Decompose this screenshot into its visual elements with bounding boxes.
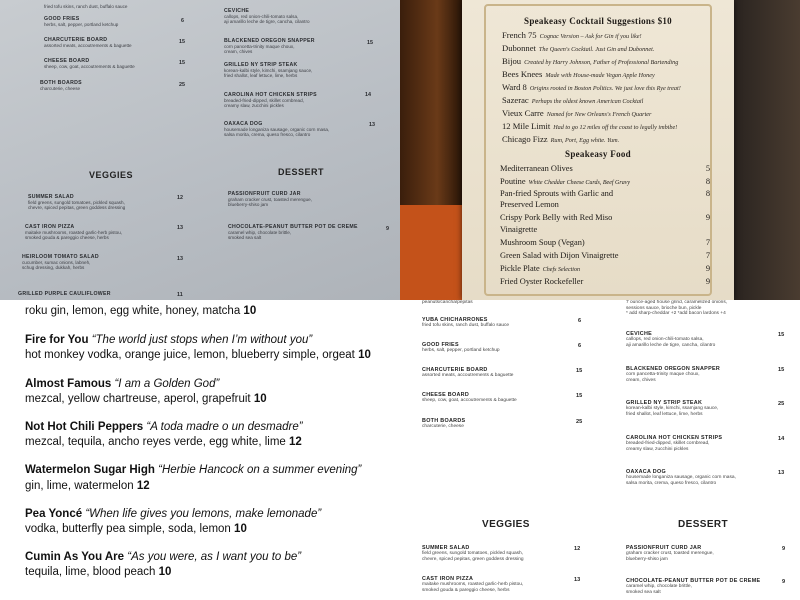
menu-item-price: 6 — [181, 18, 184, 24]
menu-item-title: GOOD FRIES — [44, 16, 80, 22]
menu-item-desc: corn pancetta-trinity maque choux, cream, chives — [224, 44, 295, 55]
food-item — [500, 213, 710, 222]
menu-item — [228, 191, 312, 208]
menu-item-desc: maitake mushrooms, roasted garlic-herb pistou, smoked gouda & pareggio cheese, herbs — [422, 582, 524, 593]
cocktail-note: Named for New Orleans's French Quarter — [546, 111, 652, 118]
menu-item-price: 12 — [177, 195, 183, 201]
menu-item — [25, 224, 122, 241]
cocktail-item — [502, 30, 642, 40]
menu-item — [422, 576, 523, 593]
cocktail-item — [502, 95, 643, 105]
ingredients-text: vodka, butterfly pea simple, soda, lemon — [25, 523, 231, 535]
menu-item — [626, 469, 736, 486]
menu-item-title: GRILLED NY STRIP STEAK — [224, 62, 298, 68]
menu-item — [40, 80, 82, 91]
cocktail-item — [502, 56, 678, 66]
cocktail-header — [25, 551, 301, 563]
menu-item-desc: herbs, salt, pepper, portland ketchup — [422, 348, 500, 353]
menu-item-desc: sheep, cow, goat, accoutrements & baguette — [44, 64, 135, 69]
cocktail-quote: “When life gives you lemons, make lemonade” — [85, 508, 322, 520]
food-name: Preserved Lemon — [500, 200, 559, 209]
ingredients-text: mezcal, yellow chartreuse, aperol, grapefruit — [25, 393, 251, 405]
menu-item — [44, 37, 132, 48]
menu-item — [422, 418, 465, 430]
cocktail-quote: “The world just stops when I’m without you” — [91, 334, 313, 346]
menu-item-desc: graham cracker crust, toasted merengue, blueberry-shiso jam — [626, 551, 714, 562]
menu-item — [224, 121, 329, 138]
menu-item-desc: assorted meats, accoutrements & baguette — [422, 373, 514, 378]
cocktail-name: Bees Knees — [502, 69, 543, 79]
menu-item — [422, 367, 513, 379]
menu-item — [18, 291, 111, 297]
cocktail-name: Almost Famous — [25, 378, 112, 390]
menu-item-title: BLACKENED OREGON SNAPPER — [224, 38, 315, 44]
food-price: 9 — [705, 264, 710, 273]
menu-item-desc: herbs, salt, pepper, portland ketchup — [44, 22, 119, 27]
menu-item-price: 6 — [578, 343, 582, 349]
menu-item — [224, 8, 310, 25]
cocktail-name: French 75 — [502, 30, 537, 40]
food-name: Crispy Pork Belly with Red Miso — [500, 213, 613, 222]
menu-item — [422, 545, 524, 562]
menu-item-price: 13 — [177, 256, 183, 262]
cocktail-ingredients — [25, 566, 171, 578]
cocktail-price: 10 — [253, 393, 267, 405]
menu-item-title: CHEESE BOARD — [422, 392, 470, 398]
menu-item-price: 25 — [179, 82, 185, 88]
cocktail-header — [25, 334, 312, 346]
menu-item-title: CHARCUTERIE BOARD — [44, 37, 108, 43]
menu-item-desc: peanuts/cancha/pepitas — [422, 300, 473, 305]
menu-item — [224, 62, 312, 79]
menu-item-desc: charcuterie, cheese — [40, 86, 81, 91]
menu-item-desc: graham cracker crust, toasted merengue, blueberry-shiso jam — [228, 197, 313, 208]
menu-item-price: 13 — [177, 225, 183, 231]
ingredients-text: roku gin, lemon, egg white, honey, matcha — [25, 305, 241, 317]
menu-item-title: GOOD FRIES — [422, 342, 459, 348]
menu-item-title: CEVICHE — [626, 331, 653, 337]
cocktail-ingredients — [25, 480, 150, 492]
cocktail-item — [502, 121, 677, 131]
cocktail-name: Cumin As You Are — [25, 551, 125, 563]
cocktail-note: Created by Harry Johnson, Father of Professional Bartending — [524, 59, 679, 66]
menu-item — [626, 578, 760, 595]
menu-item-title: PASSIONFRUIT CURD JAR — [228, 191, 301, 197]
menu-item-price: 15 — [576, 368, 583, 374]
speakeasy-menu-photo — [400, 0, 800, 300]
menu-item — [422, 300, 473, 306]
food-name: Mushroom Soup (Vegan) — [500, 238, 585, 247]
menu-item-price: 15 — [576, 393, 583, 399]
cocktail-note: Origins rooted in Boston Politics. We just love this Rye treat! — [529, 85, 681, 92]
food-price: 8 — [705, 177, 710, 186]
food-item — [500, 225, 710, 234]
menu-item-title: CHEESE BOARD — [44, 58, 90, 64]
cocktail-price: 10 — [358, 349, 371, 361]
menu-item-title: YUBA CHICHARRONES — [422, 317, 488, 323]
food-name: Mediterranean Olives — [500, 164, 573, 173]
menu-item-title: GRILLED PURPLE CAULIFLOWER — [18, 291, 111, 297]
menu-item-title: CAST IRON PIZZA — [422, 576, 474, 582]
cocktail-price: 10 — [234, 523, 247, 535]
food-price: 7 — [705, 238, 710, 247]
menu-item-title: CAROLINA HOT CHICKEN STRIPS — [626, 435, 723, 441]
cocktail-name: Sazerac — [502, 95, 529, 105]
ingredients-text: hot monkey vodka, orange juice, lemon, blueberry simple, orgeat — [25, 349, 355, 361]
menu-item-price: 9 — [386, 226, 389, 232]
menu-item-desc: field greens, sungold tomatoes, pickled squash, chevre, spiced pepitas, green goddess dressing — [28, 200, 126, 211]
ingredients-text: gin, lime, watermelon — [25, 480, 134, 492]
menu-item-price: 25 — [576, 419, 583, 425]
menu-item — [422, 342, 500, 354]
veggies-heading: VEGGIES — [482, 519, 530, 530]
food-name: Vinaigrette — [500, 225, 538, 234]
menu-item-price: 13 — [574, 577, 581, 583]
menu-item-title: CHOCOLATE-PEANUT BUTTER POT DE CREME — [228, 224, 358, 230]
cocktail-quote: “I am a Golden God” — [114, 378, 220, 390]
food-item — [500, 277, 710, 286]
menu-item-title: OAXACA DOG — [626, 469, 666, 475]
menu-item-desc: breaded-fried-dipped, skillet cornbread, creamy slaw, zucchini pickles — [224, 98, 304, 109]
wall-background — [734, 0, 800, 300]
ingredients-text: tequila, lime, blood peach — [25, 566, 156, 578]
menu-item — [224, 92, 317, 109]
food-price: 9 — [705, 213, 710, 222]
menu-item-price: 6 — [578, 318, 582, 324]
food-name: Green Salad with Dijon Vinaigrette — [500, 251, 619, 260]
menu-item — [22, 254, 99, 271]
cocktail-item — [502, 43, 654, 53]
cocktail-item — [502, 134, 619, 144]
menu-item — [626, 331, 715, 348]
menu-item-price: 14 — [778, 436, 785, 442]
menu-item-desc: maitake mushrooms, roasted garlic-herb pistou, smoked gouda & pareggio cheese, herbs — [25, 230, 123, 241]
cocktail-ingredients — [25, 349, 371, 361]
cocktail-name: Bijou — [502, 56, 522, 66]
menu-item-desc: fried tofu skins, ranch dust, buffalo sauce — [422, 323, 510, 328]
menu-item-desc: corn pancetta-trinity maque choux, cream, chives — [626, 372, 700, 383]
red-wall — [400, 205, 462, 300]
cocktail-ingredients — [25, 305, 256, 317]
ingredients-text: mezcal, tequila, ancho reyes verde, egg white, lime — [25, 436, 286, 448]
dessert-heading: DESSERT — [278, 167, 325, 177]
menu-item-title: BOTH BOARDS — [422, 418, 466, 424]
food-name: Pickle Plate — [500, 264, 540, 273]
cocktail-list — [0, 300, 400, 600]
menu-item-title: BOTH BOARDS — [40, 80, 82, 86]
menu-item-desc: caramel whip, chocolate brittle, smoked sea salt — [228, 230, 292, 241]
cocktail-note: Made with House-made Vegan Apple Honey — [545, 72, 655, 79]
menu-item-desc: field greens, sungold tomatoes, pickled squash, chevre, spiced pepitas, green goddess dressing — [422, 551, 524, 562]
cocktail-name: Chicago Fizz — [502, 134, 548, 144]
menu-item-price: 15 — [179, 60, 185, 66]
food-note: Chefs Selection — [542, 267, 580, 273]
cocktail-quote: “As you were, as I want you to be” — [127, 551, 302, 563]
menu-item-title: BLACKENED OREGON SNAPPER — [626, 366, 721, 372]
cocktail-name: 12 Mile Limit — [502, 121, 551, 131]
menu-item-price: 25 — [778, 401, 785, 407]
menu-item-title: GRILLED NY STRIP STEAK — [626, 400, 703, 406]
cocktail-name: Not Hot Chili Peppers — [25, 421, 144, 433]
menu-item-price: 14 — [365, 92, 371, 98]
food-name: Pan-fried Sprouts with Garlic and — [500, 189, 614, 198]
food-item — [500, 164, 710, 173]
menu-item-price: 13 — [369, 122, 375, 128]
menu-item — [28, 194, 125, 211]
cocktail-ingredients — [25, 393, 267, 405]
cocktail-name: Pea Yoncé — [25, 508, 83, 520]
menu-item-title: OAXACA DOG — [224, 121, 263, 127]
menu-item-price: 15 — [778, 332, 785, 338]
menu-item — [626, 366, 720, 383]
food-item — [500, 200, 710, 209]
menu-item-desc: korean-kalbi style, kimchi, ssamjang sauce, fried shallot, leaf lettuce, lime, herbs — [626, 406, 719, 417]
menu-photo-top-left — [0, 0, 400, 300]
cocktail-header — [25, 421, 303, 433]
food-name: Fried Oyster Rockefeller — [500, 277, 584, 286]
menu-item-desc: charcuterie, cheese — [422, 424, 464, 429]
menu-item-title: SUMMER SALAD — [28, 194, 74, 200]
menu-item-title: CAST IRON PIZZA — [25, 224, 75, 230]
cocktail-name: Ward 8 — [502, 82, 527, 92]
menu-item-title: PASSIONFRUIT CURD JAR — [626, 545, 702, 551]
food-item — [500, 264, 710, 273]
menu-item-title: CHARCUTERIE BOARD — [422, 367, 488, 373]
menu-item-title: CEVICHE — [224, 8, 250, 14]
menu-item-desc: fried tofu skins, ranch dust, buffalo sauce — [44, 4, 128, 9]
food-price: 9 — [705, 277, 710, 286]
menu-item-desc: breaded-fried-dipped, skillet cornbread, creamy slaw, zucchini pickles — [626, 441, 710, 452]
cocktail-note: Rum, Port, Egg white. Yum. — [550, 137, 620, 144]
food-item — [500, 238, 710, 247]
menu-item-desc: callops, red onion-chili-tomato salsa, aji amarillo leche de tigre, cancha, cilantro — [224, 14, 310, 25]
menu-item-price: 11 — [177, 292, 183, 298]
menu-item-desc: callops, red onion-chili-tomato salsa, aji amarillo leche de tigre, cancha, cilantro — [626, 337, 716, 348]
menu-item-price: 12 — [574, 546, 581, 552]
menu-item — [422, 392, 517, 404]
menu-item — [626, 545, 714, 562]
dessert-heading: DESSERT — [678, 519, 729, 530]
food-item — [500, 251, 710, 260]
cocktail-note: Had to go 12 miles off the coast to legally imbibe! — [553, 124, 678, 131]
menu-item — [44, 4, 127, 9]
cocktail-note: Perhaps the oldest known American Cocktail — [531, 98, 644, 105]
cocktail-price: 12 — [136, 480, 150, 492]
cocktail-item — [502, 82, 681, 92]
menu-item-price: 15 — [179, 39, 185, 45]
food-note: White Cheddar Cheese Curds, Beef Gravy — [528, 180, 631, 186]
food-price: 8 — [705, 189, 710, 198]
menu-item-desc: korean-kalbi style, kimchi, ssamjang sauce, fried shallot, leaf lettuce, lime, herbs — [224, 68, 313, 79]
menu-item-desc: sheep, cow, goat, accoutrements & baguette — [422, 398, 517, 403]
menu-item-price: 9 — [782, 579, 786, 585]
menu-item-desc: 7 ounce-aged house grind, caramelized onions, sessions sauce, brioche bun, pickle * add sharp-cheddar +2 *add bacon lardons +4 — [626, 300, 728, 317]
menu-item-price: 15 — [367, 40, 373, 46]
menu-item — [422, 317, 509, 329]
menu-item — [228, 224, 358, 241]
menu-item-price: 13 — [778, 470, 785, 476]
menu-item — [626, 400, 718, 417]
cocktail-name: Vieux Carre — [502, 108, 544, 118]
cocktail-ingredients — [25, 436, 302, 448]
menu-item-price: 15 — [778, 367, 785, 373]
menu-item — [224, 38, 315, 55]
menu-item-price: 9 — [782, 546, 786, 552]
cocktail-header — [25, 464, 361, 476]
cocktail-note: Cognac Version – Ask for Gin if you like! — [539, 33, 642, 40]
cocktail-ingredients — [25, 523, 247, 535]
menu-scan — [400, 300, 800, 600]
cocktail-name: Fire for You — [25, 334, 89, 346]
cocktail-title: Speakeasy Cocktail Suggestions $10 — [524, 16, 672, 26]
cocktail-quote: “Herbie Hancock on a summer evening” — [158, 464, 362, 476]
menu-item-desc: assorted meats, accoutrements & baguette — [44, 43, 132, 48]
food-item — [500, 177, 710, 186]
menu-item — [626, 300, 727, 317]
menu-item-desc: cucumber, sumac onions, labneh, schug dressing, dukkah, herbs — [22, 260, 91, 271]
menu-item-title: HEIRLOOM TOMATO SALAD — [22, 254, 99, 260]
menu-item-desc: housemade longaniza sausage, organic corn masa, salsa morita, crema, queso fresco, cilantro — [626, 475, 736, 486]
cocktail-quote: “A toda madre o un desmadre” — [146, 421, 303, 433]
food-title: Speakeasy Food — [565, 149, 631, 159]
cocktail-price: 10 — [158, 566, 172, 578]
veggies-heading: VEGGIES — [89, 170, 134, 180]
food-item — [500, 189, 710, 198]
cocktail-item — [502, 108, 651, 118]
menu-item-desc: housemade longaniza sausage, organic corn masa, salsa morita, crema, queso fresco, cilantro — [224, 127, 330, 138]
menu-item — [626, 435, 722, 452]
menu-item-desc: caramel whip, chocolate brittle, smoked sea salt — [626, 584, 692, 595]
cocktail-name: Dubonnet — [502, 43, 536, 53]
menu-item-title: SUMMER SALAD — [422, 545, 470, 551]
cocktail-header — [25, 378, 219, 390]
cocktail-price: 10 — [243, 305, 257, 317]
cocktail-note: The Queen's Cocktail. Just Gin and Dubonnet. — [538, 46, 655, 53]
cocktail-name: Watermelon Sugar High — [25, 464, 155, 476]
cocktail-item — [502, 69, 655, 79]
menu-item — [44, 58, 135, 69]
menu-item — [44, 16, 118, 27]
menu-item-title: CAROLINA HOT CHICKEN STRIPS — [224, 92, 317, 98]
food-name: Poutine — [500, 177, 526, 186]
cocktail-header — [25, 508, 321, 520]
cocktail-price: 12 — [289, 436, 302, 448]
food-price: 5 — [705, 164, 710, 173]
menu-item-title: CHOCOLATE-PEANUT BUTTER POT DE CREME — [626, 578, 761, 584]
food-price: 7 — [705, 251, 710, 260]
